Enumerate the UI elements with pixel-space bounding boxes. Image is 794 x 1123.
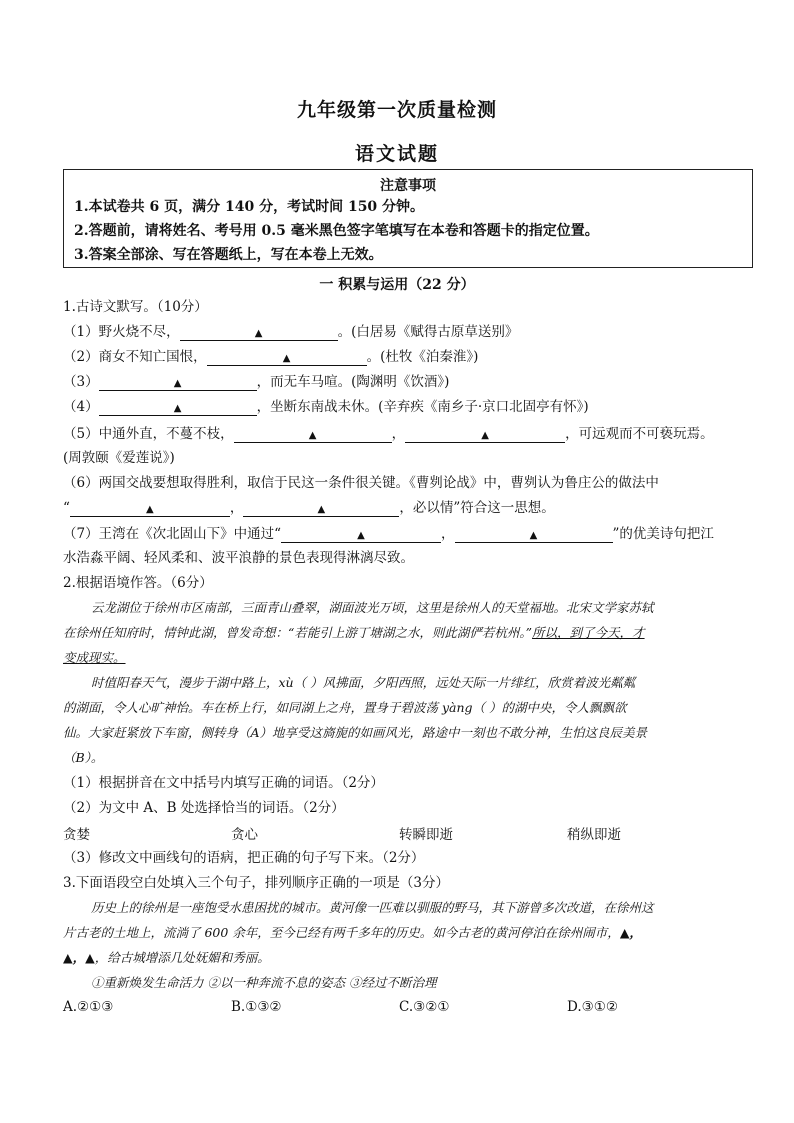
marker-icon: ▲ xyxy=(173,378,182,389)
q1-text: （5）中通外直，不蔓不枝， xyxy=(63,426,234,442)
q1-line-6: （6）两国交战要想取得胜利，取信于民这一条件很关键。《曹刿论战》中，曹刿认为鲁庄公的做法中 xyxy=(63,475,659,491)
q2-text: 在徐州任知府时，情钟此湖，曾发奇想：“若能引上游丁塘湖之水，则此湖俨若杭州。” xyxy=(63,625,533,640)
answer-blank[interactable] xyxy=(180,324,338,341)
q3-text: ▲，给古城增添几处妩媚和秀丽。 xyxy=(85,950,270,965)
page-title: 九年级第一次质量检测 xyxy=(296,99,497,121)
notice-heading: 注意事项 xyxy=(380,178,436,194)
marker-icon: ▲ xyxy=(308,430,317,441)
q3-passage-line xyxy=(63,923,642,943)
q1-line-1 xyxy=(63,322,518,342)
q1-text: ， xyxy=(441,526,455,542)
marker-icon: ▲ xyxy=(317,504,326,515)
marker-icon: ▲ xyxy=(254,328,263,339)
q2-passage-line: 时值阳春天气，漫步于湖中路上，xù（ ）风拂面，夕阳西照，远处天际一片绯红，欣赏着波光粼粼 xyxy=(91,675,636,690)
q1-text: ，可远观而不可亵玩焉。 xyxy=(565,426,714,442)
word-option: 转瞬即逝 xyxy=(399,827,453,843)
q2-passage-line xyxy=(63,648,126,668)
q3-text: 片古老的土地上，流淌了 600 余年，至今已经有两千多年的历史。如今古老的黄河停泊在徐州闹市， xyxy=(63,925,620,940)
q2-sub-3: （3）修改文中画线句的语病，把正确的句子写下来。（2分） xyxy=(63,850,425,866)
q2-passage-line: 的湖面，令人心旷神怡。车在桥上行，如同湖上之舟，置身于碧波荡 yàng（ ）的湖中央，令人飘飘欲 xyxy=(63,700,627,715)
notice-item-3: 3.答案全部涂、写在答题纸上，写在本卷上无效。 xyxy=(74,247,383,263)
notice-item-2: 2.答题前，请将姓名、考号用 0.5 毫米黑色签字笔填写在本卷和答题卡的指定位置。 xyxy=(74,223,599,239)
q3-stem: 3.下面语段空白处填入三个句子，排列顺序正确的一项是（3分） xyxy=(63,875,449,891)
q1-text: （3） xyxy=(63,374,99,390)
answer-blank[interactable] xyxy=(405,426,565,443)
q1-text: “ xyxy=(63,500,70,516)
answer-blank[interactable] xyxy=(243,500,399,517)
q3-passage-line: 历史上的徐州是一座饱受水患困扰的城市。黄河像一匹难以驯服的野马，其下游曾多次改道，在徐州这 xyxy=(91,900,654,915)
q1-line-5 xyxy=(63,424,714,444)
section-title: 一 积累与运用（22 分） xyxy=(319,277,475,293)
notice-box xyxy=(63,169,753,268)
q1-text: （2）商女不知亡国恨， xyxy=(63,349,207,365)
page-subtitle: 语文试题 xyxy=(354,143,439,165)
q1-text: （1）野火烧不尽， xyxy=(63,324,180,340)
marker-icon: ▲ xyxy=(173,403,182,414)
word-option: 稍纵即逝 xyxy=(567,827,621,843)
q2-passage-line: 仙。大家赶紧放下车窗，侧转身（A）地享受这旖旎的如画风光，路途中一刻也不敢分神，生怕这良辰美景 xyxy=(63,725,648,740)
q1-text: 。(白居易《赋得古原草送别》 xyxy=(337,324,519,340)
q2-passage-line: （B）。 xyxy=(63,750,104,765)
q2-sub-1: （1）根据拼音在文中括号内填写正确的词语。（2分） xyxy=(63,775,384,791)
q3-passage-line xyxy=(63,948,270,968)
word-option: 贪心 xyxy=(231,827,258,843)
q2-passage-line: 云龙湖位于徐州市区南部，三面青山叠翠，湖面波光万顷，这里是徐州人的天堂福地。北宋文学家苏轼 xyxy=(91,600,654,615)
q2-stem: 2.根据语境作答。（6分） xyxy=(63,575,213,591)
q1-stem: 1.古诗文默写。（10分） xyxy=(63,299,208,315)
answer-blank[interactable] xyxy=(99,399,257,416)
q1-line-6b xyxy=(63,498,555,518)
marker-icon: ▲ xyxy=(481,430,489,441)
choice-d[interactable]: D.③①② xyxy=(567,999,618,1015)
answer-blank[interactable] xyxy=(70,500,230,517)
q1-text: （4） xyxy=(63,399,99,415)
q1-text: ，坐断东南战未休。(辛弃疾《南乡子·京口北固亭有怀》) xyxy=(256,399,589,415)
q1-line-5-source: (周敦颐《爱莲说》) xyxy=(63,450,175,466)
q3-blank-1: ▲， xyxy=(619,925,642,940)
marker-icon: ▲ xyxy=(282,353,291,364)
q1-line-7b: 水浩淼平阔、轻风柔和、波平浪静的景色表现得淋漓尽致。 xyxy=(63,550,414,566)
answer-blank[interactable] xyxy=(207,349,367,366)
q1-text: ”的优美诗句把江 xyxy=(612,526,714,542)
q1-text: ， xyxy=(391,426,406,442)
choice-c[interactable]: C.③②① xyxy=(399,999,450,1015)
q1-text: ，而无车马喧。(陶渊明《饮酒》) xyxy=(256,374,450,390)
q1-line-2 xyxy=(63,347,478,367)
choice-a[interactable]: A.②①③ xyxy=(63,999,114,1015)
choice-b[interactable]: B.①③② xyxy=(231,999,282,1015)
q2-sub-2: （2）为文中 A、B 处选择恰当的词语。（2分） xyxy=(63,800,345,816)
q2-passage-line xyxy=(63,623,645,643)
q1-line-4 xyxy=(63,397,589,417)
notice-item-1: 1.本试卷共 6 页，满分 140 分，考试时间 150 分钟。 xyxy=(74,199,425,215)
q3-items: ①重新焕发生命活力 ②以一种奔流不息的姿态 ③经过不断治理 xyxy=(91,975,437,990)
marker-icon: ▲ xyxy=(146,504,154,515)
answer-blank[interactable] xyxy=(455,526,613,543)
q1-text: （7）王湾在《次北固山下》中通过“ xyxy=(63,526,281,542)
word-option: 贪婪 xyxy=(63,827,90,843)
q1-text: ，必以情”符合这一思想。 xyxy=(399,500,555,516)
underlined-sentence: 所以，到了今天，才 xyxy=(532,625,645,640)
marker-icon: ▲ xyxy=(357,530,365,541)
q1-text: ， xyxy=(229,500,244,516)
underlined-sentence-end: 变成现实。 xyxy=(63,650,126,665)
marker-icon: ▲ xyxy=(529,530,538,541)
q1-line-7 xyxy=(63,524,714,544)
q3-blank-2: ▲， xyxy=(63,950,86,965)
answer-blank[interactable] xyxy=(99,374,257,391)
answer-blank[interactable] xyxy=(234,426,392,443)
answer-blank[interactable] xyxy=(281,526,441,543)
q1-line-3 xyxy=(63,372,449,392)
q1-text: 。(杜牧《泊秦淮》) xyxy=(366,349,479,365)
